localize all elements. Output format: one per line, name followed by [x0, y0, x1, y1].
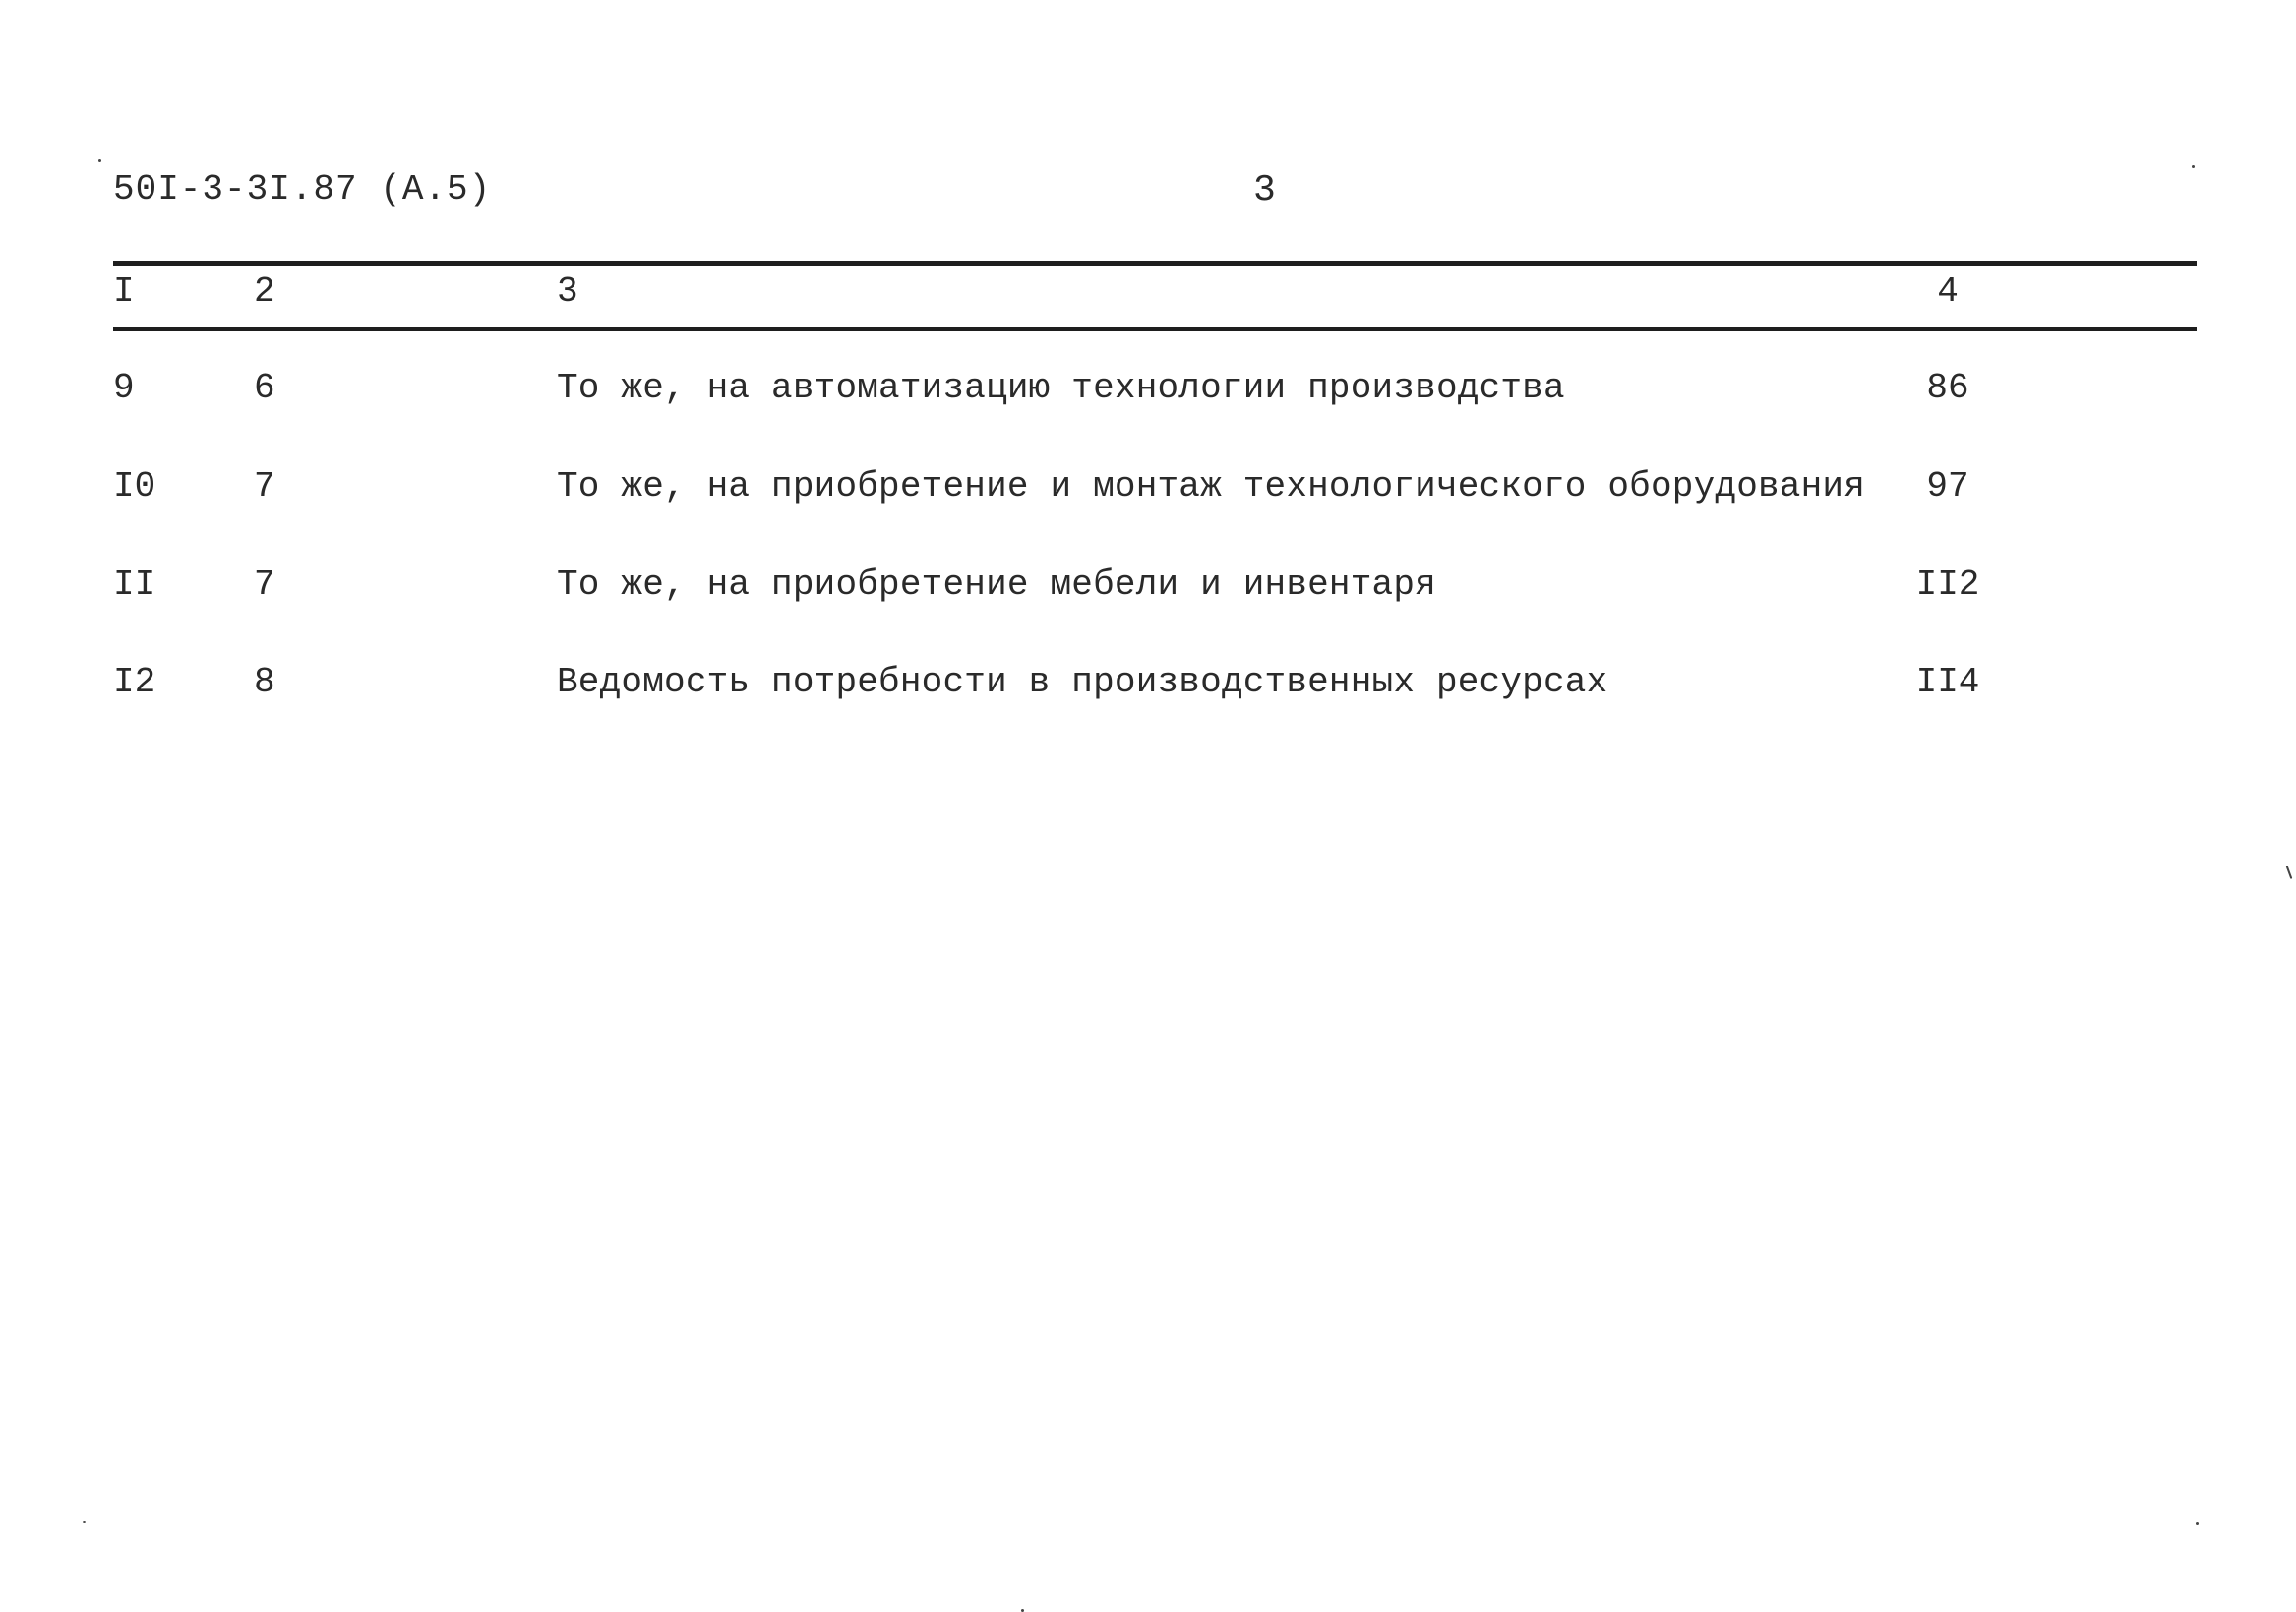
scan-speck [98, 159, 101, 162]
row-3-section: 7 [254, 565, 275, 605]
scan-speck [83, 1521, 86, 1523]
scan-speck [2196, 1522, 2199, 1525]
document-code: 50I-3-3I.87 (A.5) [113, 169, 492, 209]
table-header-rule [113, 327, 2197, 331]
row-2-section: 7 [254, 466, 275, 507]
row-4-section: 8 [254, 662, 275, 702]
row-4-title: Ведомость потребности в производственных ресурсах [557, 662, 1608, 702]
column-header-4: 4 [1937, 271, 1959, 312]
row-2-title: То же, на приобретение и монтаж технологического оборудования [557, 466, 1866, 507]
row-3-page: II2 [1915, 565, 1980, 605]
column-header-1: I [113, 271, 135, 312]
row-1-title: То же, на автоматизацию технологии производства [557, 368, 1565, 408]
page-number: 3 [1253, 169, 1276, 211]
scan-mark [2286, 866, 2293, 879]
row-1-page: 86 [1926, 368, 1969, 408]
row-1-section: 6 [254, 368, 275, 408]
row-3-title: То же, на приобретение мебели и инвентаря [557, 565, 1436, 605]
column-header-3: 3 [557, 271, 578, 312]
row-1-number: 9 [113, 368, 135, 408]
row-3-number: II [113, 565, 156, 605]
table-top-rule [113, 261, 2197, 266]
row-4-number: I2 [113, 662, 156, 702]
row-2-page: 97 [1926, 466, 1969, 507]
row-2-number: I0 [113, 466, 156, 507]
scan-speck [2192, 165, 2195, 168]
row-4-page: II4 [1915, 662, 1980, 702]
column-header-2: 2 [254, 271, 275, 312]
